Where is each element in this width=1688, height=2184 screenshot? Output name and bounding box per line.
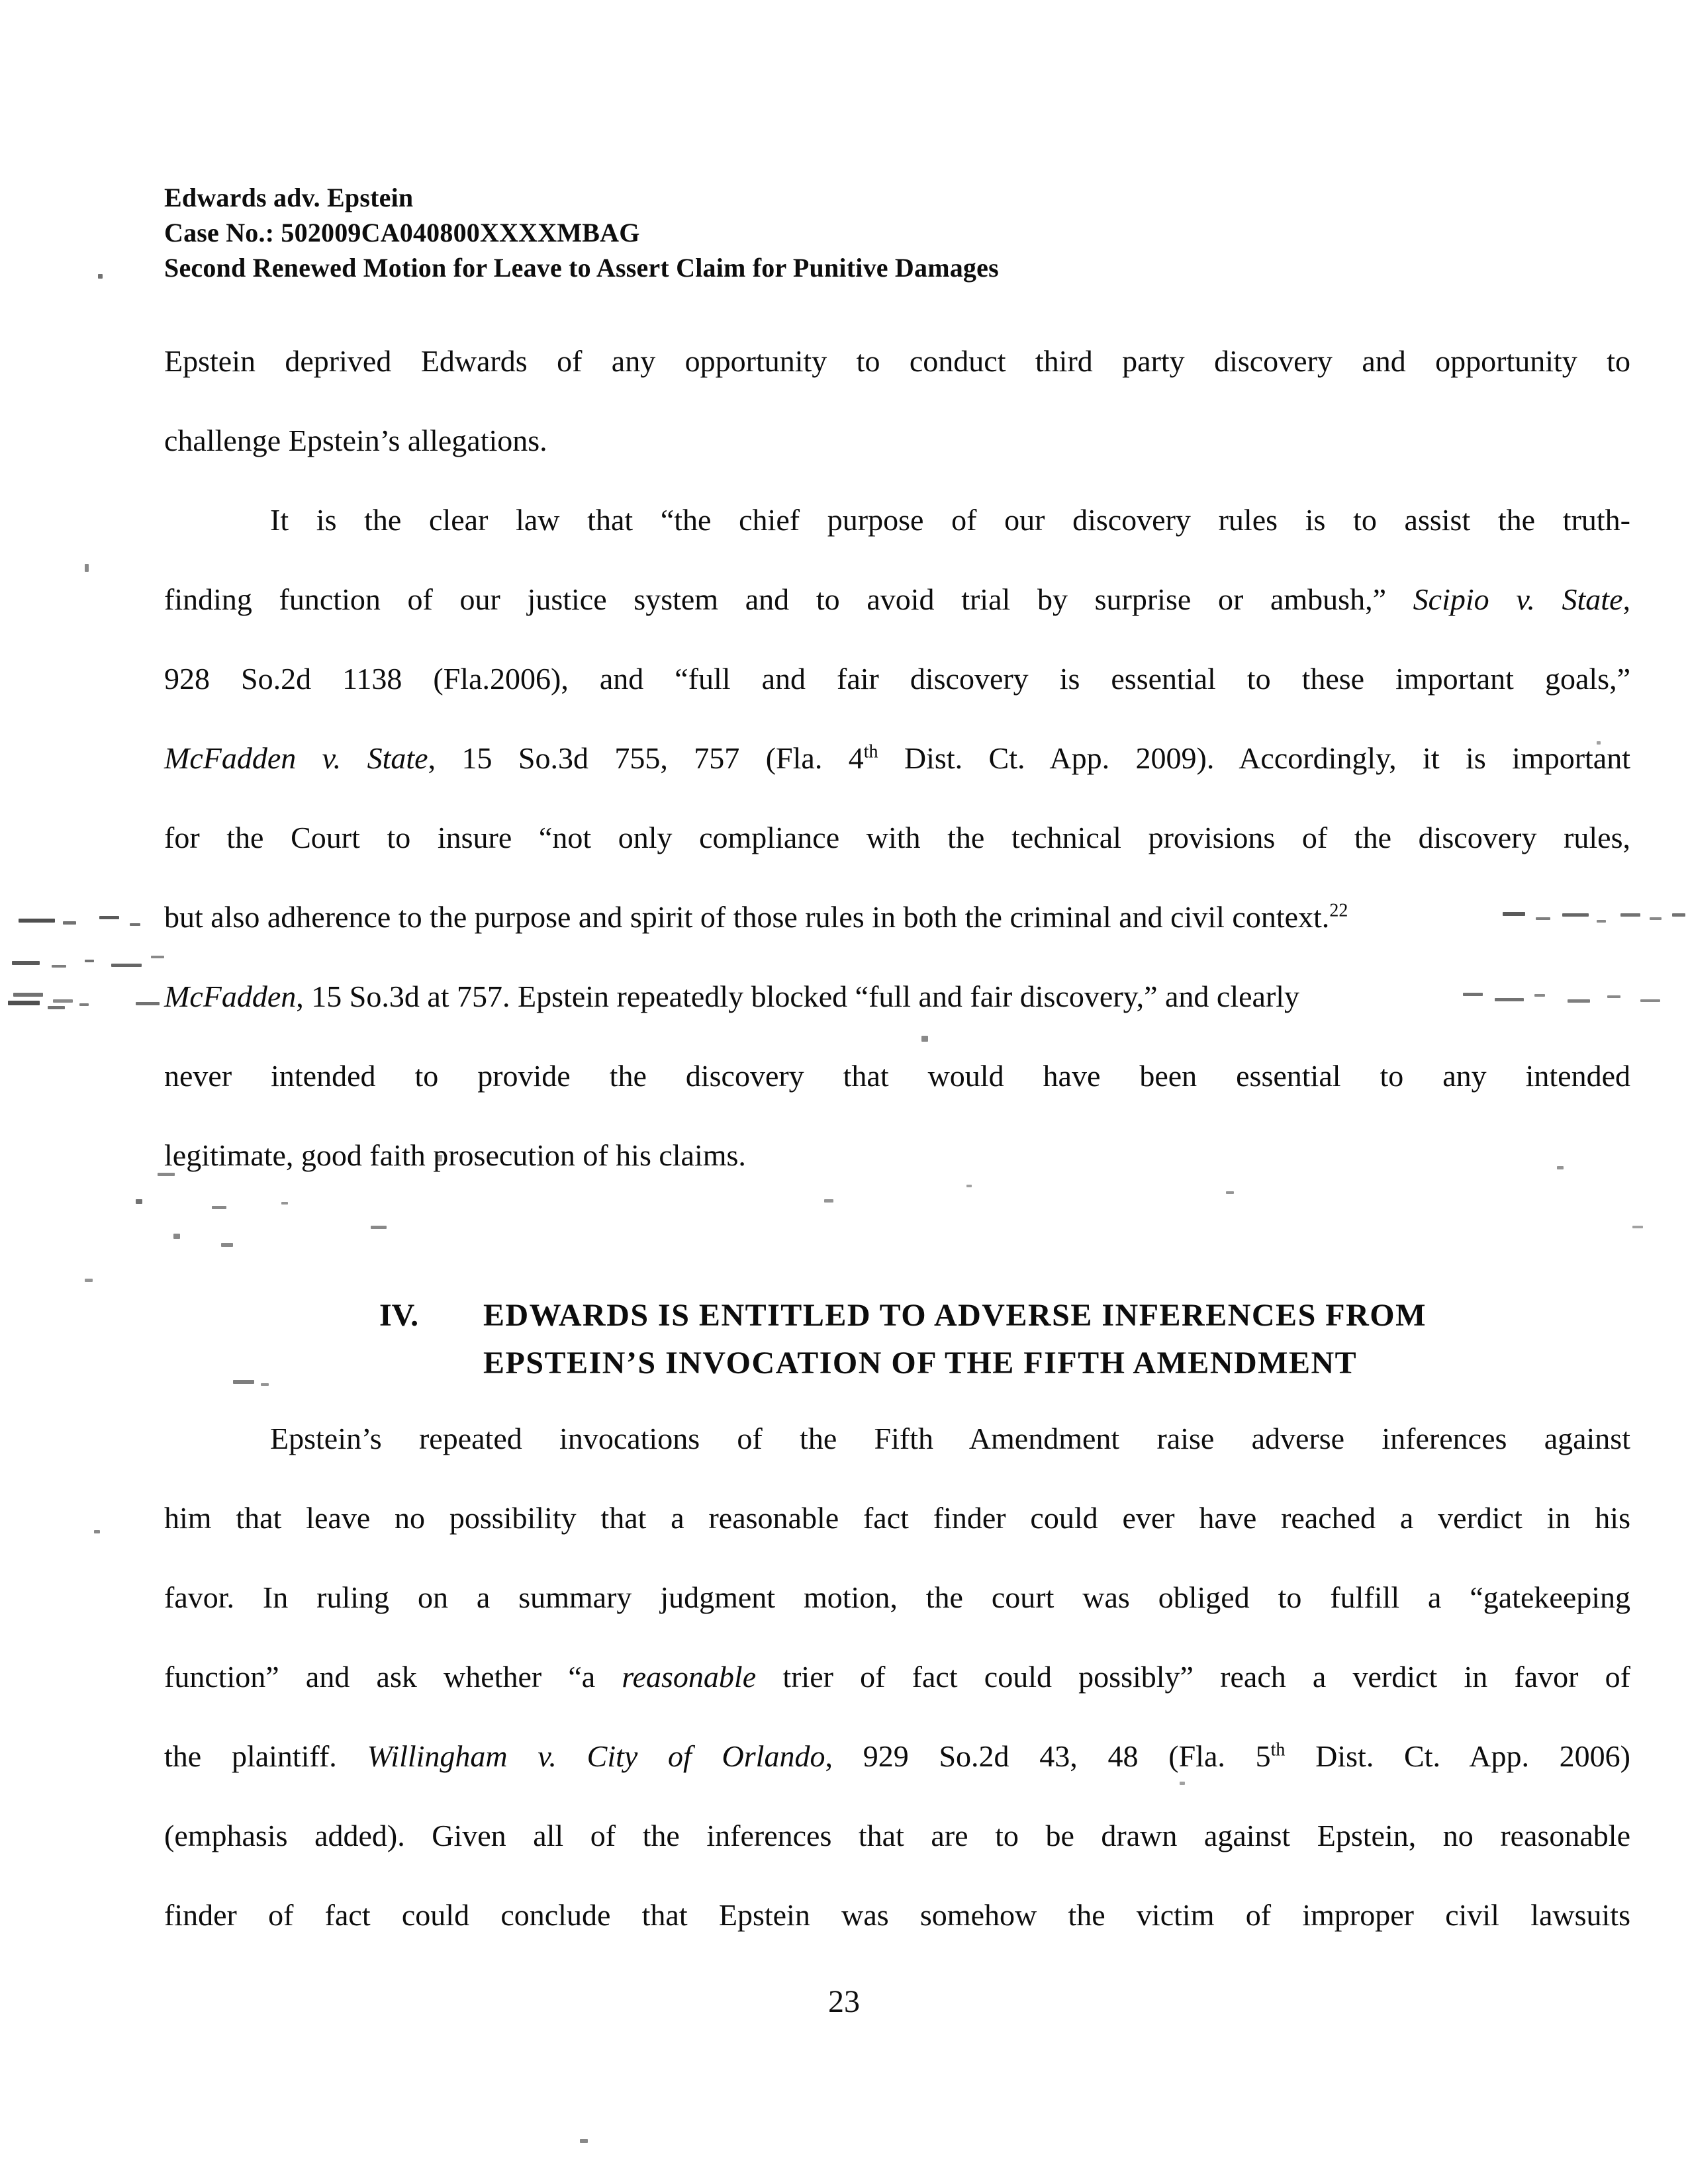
section-heading bbox=[379, 1292, 1427, 1387]
text-line bbox=[164, 878, 1630, 957]
scan-speckle bbox=[85, 564, 89, 572]
text-run: the plaintiff. bbox=[164, 1739, 367, 1773]
scan-speckle bbox=[136, 1199, 142, 1204]
text-line bbox=[164, 719, 1630, 798]
text-run: Willingham v. City of Orlando bbox=[367, 1739, 825, 1773]
text-run: Epstein’s repeated invocations of the Fifth Amendment raise adverse inferences against bbox=[270, 1422, 1630, 1455]
text-run: Epstein deprived Edwards of any opportunity to conduct third party discovery and opportunity to bbox=[164, 344, 1630, 378]
scan-speckle bbox=[85, 1279, 93, 1282]
scan-speckle bbox=[824, 1199, 833, 1203]
scan-speckle bbox=[1226, 1191, 1234, 1194]
text-run: finder of fact could conclude that Epstein was somehow the victim of improper civil lawsuits bbox=[164, 1898, 1630, 1932]
scan-speckle bbox=[1640, 999, 1660, 1002]
text-line bbox=[164, 1399, 1630, 1479]
scan-speckle bbox=[158, 1173, 175, 1176]
scan-speckle bbox=[580, 2139, 588, 2143]
scan-speckle bbox=[921, 1036, 928, 1042]
body-paragraphs-2 bbox=[164, 1399, 1630, 1955]
text-line bbox=[164, 1796, 1630, 1876]
text-run: him that leave no possibility that a reasonable fact finder could ever have reached a verdict in his bbox=[164, 1501, 1630, 1535]
scan-speckle bbox=[1180, 1782, 1185, 1785]
body-paragraphs-1 bbox=[164, 322, 1630, 1195]
text-run: trier of fact could possibly” reach a verdict in favor of bbox=[756, 1660, 1630, 1694]
text-run: Dist. Ct. App. 2009). Accordingly, it is important bbox=[878, 741, 1630, 775]
scan-speckle bbox=[98, 274, 103, 279]
scan-speckle bbox=[1562, 913, 1589, 917]
section-heading-text-1: EDWARDS IS ENTITLED TO ADVERSE INFERENCES FROM bbox=[483, 1298, 1427, 1333]
scan-speckle bbox=[99, 916, 119, 919]
text-run: , 929 So.2d 43, 48 (Fla. 5 bbox=[825, 1739, 1271, 1773]
scan-speckle bbox=[173, 1234, 180, 1239]
text-line bbox=[164, 322, 1630, 401]
text-run: never intended to provide the discovery that would have been essential to any intended bbox=[164, 1059, 1630, 1093]
scan-speckle bbox=[130, 923, 140, 926]
scan-speckle bbox=[8, 1001, 40, 1005]
scan-speckle bbox=[1463, 993, 1483, 996]
text-run: (emphasis added). Given all of the inferences that are to be drawn against Epstein, no reasonable bbox=[164, 1819, 1630, 1852]
scan-speckle bbox=[94, 1530, 100, 1533]
text-run: legitimate, good faith prosecution of his claims. bbox=[164, 1138, 746, 1172]
scan-speckle bbox=[437, 1155, 442, 1161]
scan-speckle bbox=[261, 1383, 269, 1386]
text-run: Scipio v. State, bbox=[1413, 582, 1630, 616]
text-line bbox=[164, 1717, 1630, 1796]
scan-speckle bbox=[1597, 741, 1601, 745]
scan-speckle bbox=[1672, 913, 1685, 917]
scan-speckle bbox=[221, 1243, 233, 1247]
text-line bbox=[164, 560, 1630, 639]
scan-speckle bbox=[1557, 1166, 1564, 1169]
text-line bbox=[164, 1558, 1630, 1637]
text-run: for the Court to insure “not only compliance with the technical provisions of the discovery rules, bbox=[164, 821, 1630, 854]
scan-speckle bbox=[85, 960, 94, 962]
footnote-superscript: th bbox=[1270, 1739, 1286, 1760]
scan-speckle bbox=[233, 1380, 254, 1384]
text-line bbox=[164, 639, 1630, 719]
scan-speckle bbox=[371, 1226, 387, 1229]
scan-speckle bbox=[1503, 912, 1525, 916]
text-line bbox=[164, 1116, 1630, 1195]
scan-speckle bbox=[212, 1206, 226, 1209]
text-run: McFadden v. State bbox=[164, 741, 428, 775]
scan-speckle bbox=[1536, 917, 1550, 920]
scan-speckle bbox=[63, 921, 76, 925]
scan-speckle bbox=[1632, 1226, 1643, 1228]
text-line bbox=[164, 957, 1630, 1036]
text-line bbox=[164, 1876, 1630, 1955]
scan-speckle bbox=[1650, 917, 1662, 920]
scan-speckle bbox=[151, 956, 164, 958]
scan-speckle bbox=[281, 1202, 288, 1205]
text-line bbox=[164, 1479, 1630, 1558]
text-run: function” and ask whether “a bbox=[164, 1660, 622, 1694]
text-run: finding function of our justice system and to avoid trial by surprise or ambush,” bbox=[164, 582, 1413, 616]
text-line bbox=[164, 1637, 1630, 1717]
scan-speckle bbox=[1495, 998, 1524, 1001]
footnote-superscript: th bbox=[863, 741, 878, 762]
scan-speckle bbox=[1568, 999, 1590, 1003]
text-run: but also adherence to the purpose and spirit of those rules in both the criminal and civil context. bbox=[164, 900, 1330, 934]
document-title: Second Renewed Motion for Leave to Assert Claim for Punitive Damages bbox=[164, 253, 999, 283]
case-name: Edwards adv. Epstein bbox=[164, 183, 414, 212]
text-run: McFadden bbox=[164, 979, 297, 1013]
scan-speckle bbox=[1620, 913, 1640, 917]
text-line bbox=[164, 1036, 1630, 1116]
scan-speckle bbox=[52, 965, 66, 968]
case-caption bbox=[164, 180, 999, 285]
scan-speckle bbox=[1534, 994, 1545, 997]
page-number: 23 bbox=[828, 1984, 860, 2019]
text-run: , 15 So.3d at 757. Epstein repeatedly blocked “full and fair discovery,” and clearly bbox=[296, 979, 1300, 1013]
scan-speckle bbox=[1597, 920, 1606, 923]
text-run: It is the clear law that “the chief purpose of our discovery rules is to assist the truth- bbox=[270, 503, 1630, 537]
text-run: favor. In ruling on a summary judgment motion, the court was obliged to fulfill a “gatekeeping bbox=[164, 1580, 1630, 1614]
scan-speckle bbox=[12, 961, 40, 965]
scan-speckle bbox=[111, 964, 142, 967]
scan-speckle bbox=[966, 1185, 972, 1187]
text-line bbox=[164, 401, 1630, 480]
scan-speckle bbox=[48, 1006, 65, 1009]
text-run: challenge Epstein’s allegations. bbox=[164, 424, 547, 457]
text-line bbox=[164, 480, 1630, 560]
text-run: , 15 So.3d 755, 757 (Fla. 4 bbox=[428, 741, 864, 775]
scan-speckle bbox=[136, 1002, 160, 1005]
scan-speckle bbox=[79, 1003, 89, 1006]
footnote-superscript: 22 bbox=[1329, 900, 1348, 921]
section-heading-line-1 bbox=[379, 1292, 1427, 1340]
scan-speckle bbox=[13, 993, 43, 997]
text-run: reasonable bbox=[622, 1660, 757, 1694]
scan-speckle bbox=[19, 919, 55, 923]
text-run: Dist. Ct. App. 2006) bbox=[1285, 1739, 1630, 1773]
text-line bbox=[164, 798, 1630, 878]
case-number: Case No.: 502009CA040800XXXXMBAG bbox=[164, 218, 640, 248]
text-run: 928 So.2d 1138 (Fla.2006), and “full and fair discovery is essential to these important goals,” bbox=[164, 662, 1630, 696]
scan-speckle bbox=[1607, 995, 1620, 998]
scan-speckle bbox=[53, 999, 73, 1003]
section-numeral: IV. bbox=[379, 1298, 419, 1333]
section-heading-line-2: EPSTEIN’S INVOCATION OF THE FIFTH AMENDMENT bbox=[483, 1345, 1358, 1381]
